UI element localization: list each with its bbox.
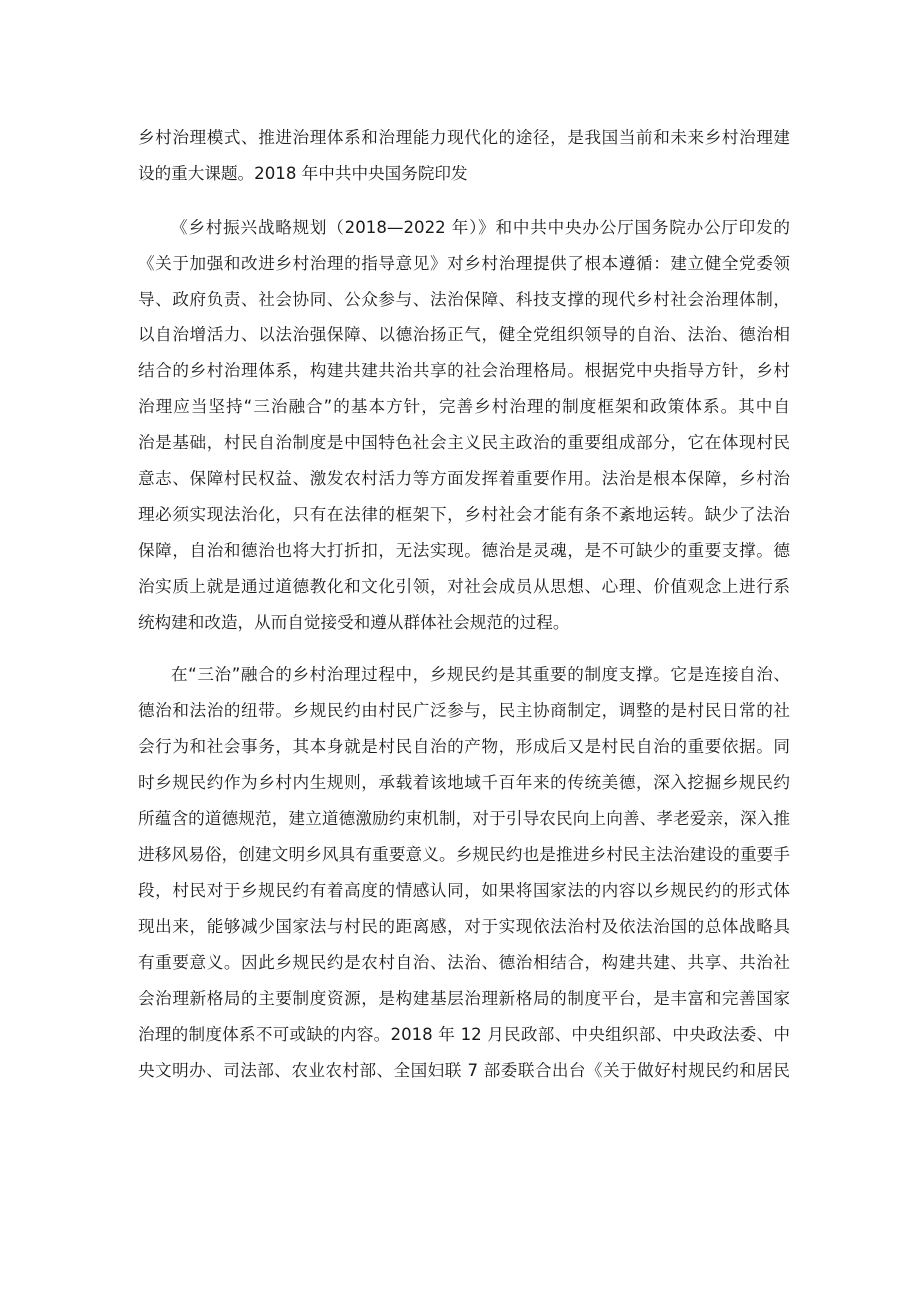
text-line: 会治理新格局的主要制度资源，是构建基层治理新格局的制度平台，是丰富和完善国家 — [138, 989, 790, 1008]
text-line: 导、政府负责、社会协同、公众参与、法治保障、科技支撑的现代乡村社会治理体制， — [138, 290, 790, 309]
text-line: 《关于加强和改进乡村治理的指导意见》对乡村治理提供了根本遵循：建立健全党委领 — [138, 254, 790, 273]
text-line: 所蕴含的道德规范，建立道德激励约束机制，对于引导农民向上向善、孝老爱亲，深入推 — [138, 809, 790, 828]
text-line: 央文明办、司法部、农业农村部、全国妇联 7 部委联合出台《关于做好村规民约和居民 — [138, 1061, 790, 1080]
text-line: 结合的乡村治理体系，构建共建共治共享的社会治理格局。根据党中央指导方针，乡村 — [138, 361, 790, 380]
text-line: 保障，自治和德治也将大打折扣，无法实现。德治是灵魂，是不可缺少的重要支撑。德 — [138, 541, 790, 560]
text-line: 段，村民对于乡规民约有着高度的情感认同，如果将国家法的内容以乡规民约的形式体 — [138, 881, 790, 900]
text-line: 设的重大课题。2018 年中共中央国务院印发 — [138, 164, 468, 183]
text-line: 治实质上就是通过道德教化和文化引领，对社会成员从思想、心理、价值观念上进行系 — [138, 577, 790, 596]
text-line: 统构建和改造，从而自觉接受和遵从群体社会规范的过程。 — [138, 613, 570, 632]
text-line: 治理应当坚持“三治融合”的基本方针，完善乡村治理的制度框架和政策体系。其中自 — [138, 397, 790, 416]
text-line: 意志、保障村民权益、激发农村活力等方面发挥着重要作用。法治是根本保障，乡村治 — [138, 469, 790, 488]
text-line: 治理的制度体系不可或缺的内容。2018 年 12 月民政部、中央组织部、中央政法委、中 — [138, 1025, 790, 1044]
text-line: 会行为和社会事务，其本身就是村民自治的产物，形成后又是村民自治的重要依据。同 — [138, 737, 790, 756]
text-line: 进移风易俗，创建文明乡风具有重要意义。乡规民约也是推进乡村民主法治建设的重要手 — [138, 845, 790, 864]
text-line: 以自治增活力、以法治强保障、以德治扬正气，健全党组织领导的自治、法治、德治相 — [138, 325, 790, 344]
text-line: 现出来，能够减少国家法与村民的距离感，对于实现依法治村及依法治国的总体战略具 — [138, 917, 790, 936]
text-line: 在“三治”融合的乡村治理过程中，乡规民约是其重要的制度支撑。它是连接自治、 — [171, 665, 790, 684]
text-line: 德治和法治的纽带。乡规民约由村民广泛参与，民主协商制定，调整的是村民日常的社 — [138, 701, 790, 720]
text-line: 有重要意义。因此乡规民约是农村自治、法治、德治相结合，构建共建、共享、共治社 — [138, 953, 790, 972]
text-line: 治是基础，村民自治制度是中国特色社会主义民主政治的重要组成部分，它在体现村民 — [138, 433, 790, 452]
text-line: 《乡村振兴战略规划（2018—2022 年）》和中共中央办公厅国务院办公厅印发的 — [171, 218, 790, 237]
text-line: 理必须实现法治化，只有在法律的框架下，乡村社会才能有条不紊地运转。缺少了法治 — [138, 505, 790, 524]
text-line: 时乡规民约作为乡村内生规则，承载着该地域千百年来的传统美德，深入挖掘乡规民约 — [138, 773, 790, 792]
text-line: 乡村治理模式、推进治理体系和治理能力现代化的途径，是我国当前和未来乡村治理建 — [138, 128, 790, 147]
